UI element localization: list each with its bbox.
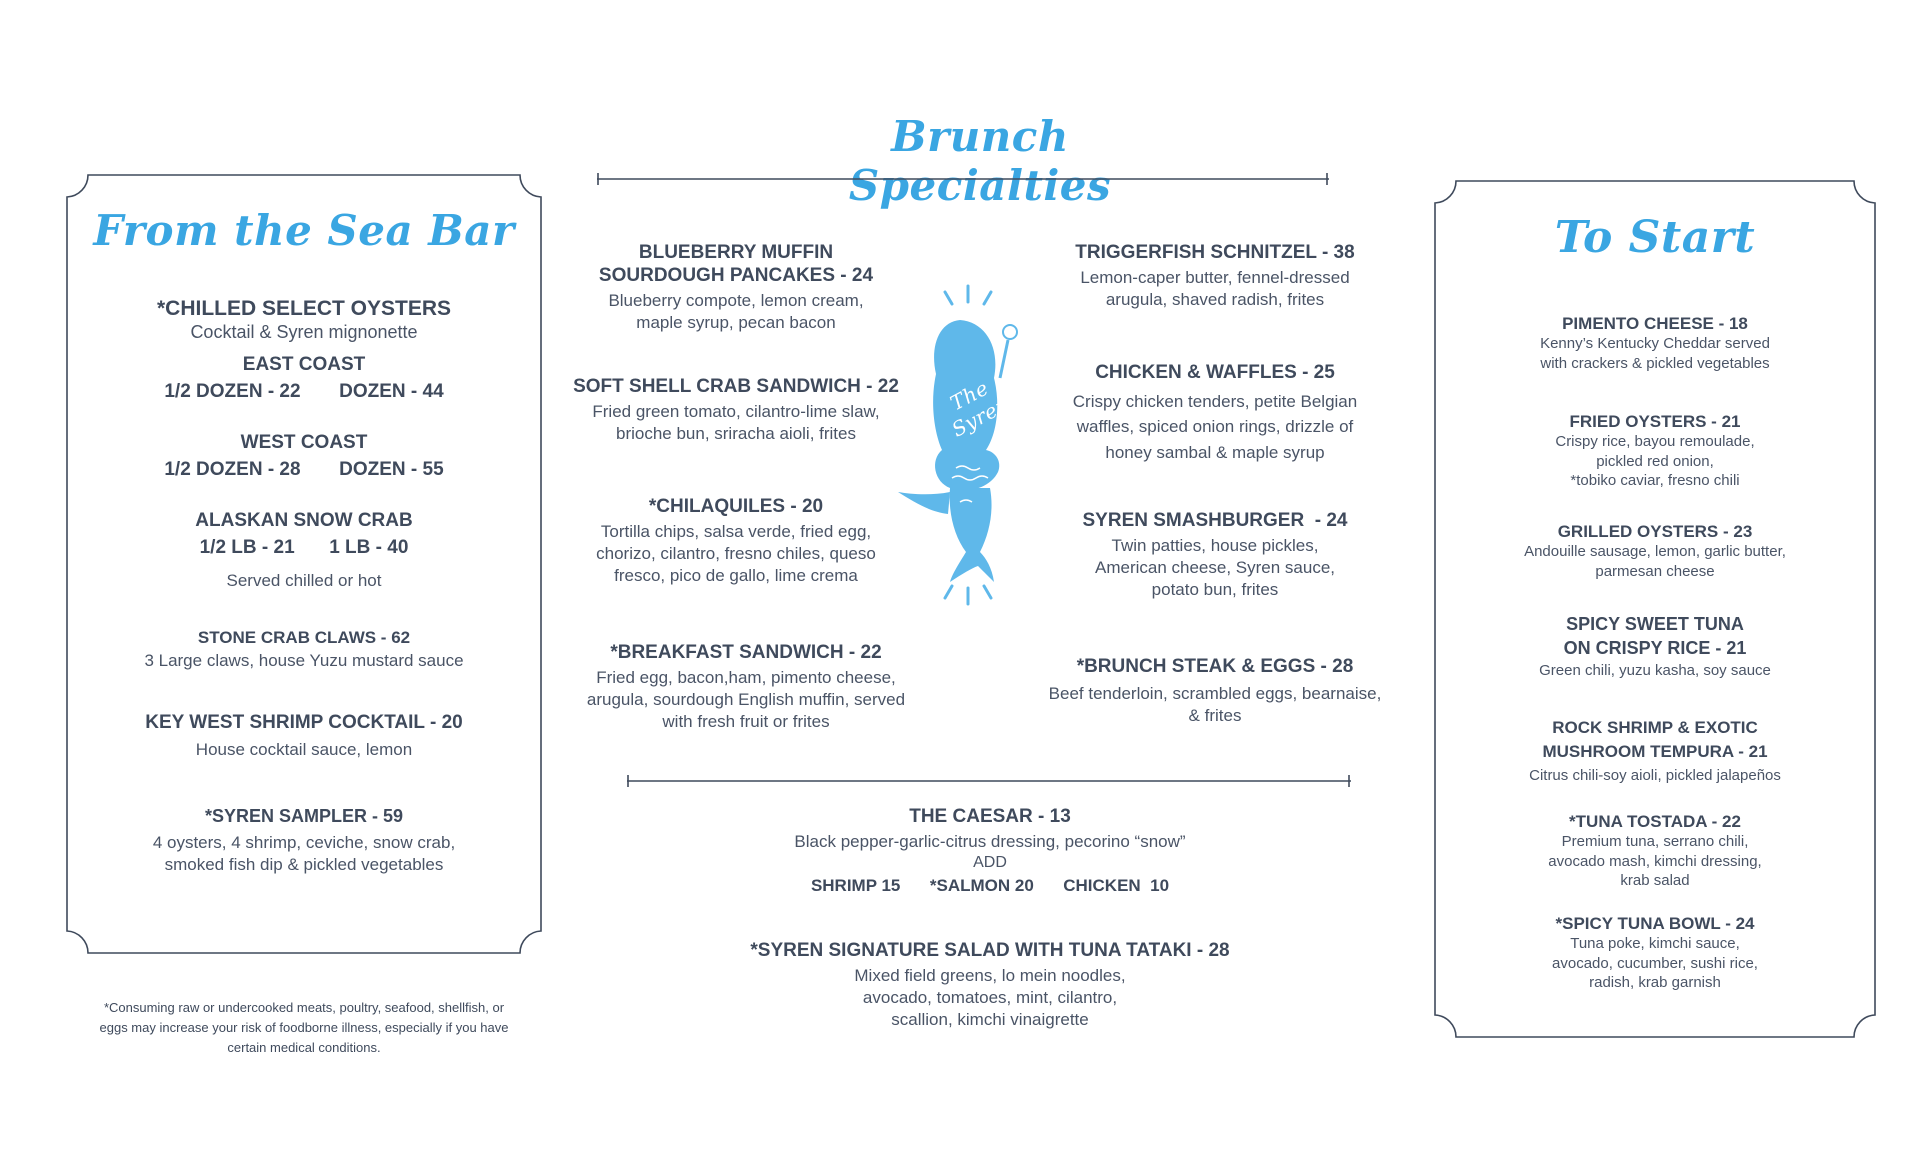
item-desc: Crispy chicken tenders, petite Belgian waffles, spiced onion rings, drizzle of honey sambal & maple syrup <box>1072 391 1358 462</box>
item-name: BLUEBERRY MUFFIN SOURDOUGH PANCAKES - 24 <box>598 242 874 286</box>
item-name: *SYREN SAMPLER - 59 <box>204 806 404 826</box>
logo-text: The Syren <box>946 375 1014 442</box>
item-name: EAST COAST <box>242 354 366 375</box>
item-name: THE CAESAR - 13 <box>909 806 1071 827</box>
menu-item-spicy-tuna <box>1434 612 1876 680</box>
menu-item-east-coast <box>66 354 542 404</box>
item-desc: Tuna poke, kimchi sauce, avocado, cucumber, sushi rice, radish, krab garnish <box>1552 935 1758 992</box>
item-price-row <box>66 381 542 404</box>
half-lb-price: 1/2 LB - 21 <box>199 536 295 558</box>
item-desc: 4 oysters, 4 shrimp, ceviche, snow crab, smoked fish dip & pickled vegetables <box>152 832 456 874</box>
item-name: *SYREN SIGNATURE SALAD WITH TUNA TATAKI - 28 <box>750 940 1230 961</box>
menu-item-west-coast <box>66 432 542 482</box>
item-name: *SPICY TUNA BOWL - 24 <box>1555 914 1755 933</box>
menu-item-sampler <box>66 806 542 876</box>
item-name: TRIGGERFISH SCHNITZEL - 38 <box>1075 242 1355 263</box>
item-name: SOFT SHELL CRAB SANDWICH - 22 <box>573 376 899 397</box>
item-desc: Andouille sausage, lemon, garlic butter, parmesan cheese <box>1524 543 1786 580</box>
menu-item-smashburger <box>1040 510 1390 601</box>
item-name: PIMENTO CHEESE - 18 <box>1562 314 1748 333</box>
add-chicken: CHICKEN 10 <box>1063 875 1170 895</box>
item-desc: Twin patties, house pickles, American cheese, Syren sauce, potato bun, frites <box>1094 535 1335 599</box>
item-price-row <box>66 459 542 482</box>
item-desc: Cocktail & Syren mignonette <box>190 322 418 343</box>
item-desc: Green chili, yuzu kasha, soy sauce <box>1539 661 1771 679</box>
item-desc: Citrus chili-soy aioli, pickled jalapeños <box>1529 766 1781 784</box>
item-name: GRILLED OYSTERS - 23 <box>1557 522 1753 541</box>
menu-item-pancakes <box>566 242 906 334</box>
menu-item-schnitzel <box>1040 242 1390 311</box>
item-desc: Kenny’s Kentucky Cheddar served with crackers & pickled vegetables <box>1540 335 1770 372</box>
menu-item-tempura <box>1434 716 1876 785</box>
menu-item-snow-crab <box>66 510 542 592</box>
menu-item-steak-eggs <box>1030 656 1400 727</box>
item-desc: Crispy rice, bayou remoulade, pickled red onion, *tobiko caviar, fresno chili <box>1555 433 1755 490</box>
dozen-price: DOZEN - 55 <box>339 458 444 480</box>
half-dozen-price: 1/2 DOZEN - 28 <box>164 458 301 480</box>
add-ons-row <box>700 876 1280 896</box>
item-desc: Premium tuna, serrano chili, avocado mash, kimchi dressing, krab salad <box>1548 833 1762 890</box>
to-start-heading: To Start <box>1554 212 1756 263</box>
add-salmon: *SALMON 20 <box>929 875 1034 895</box>
item-desc: Fried green tomato, cilantro-lime slaw, brioche bun, sriracha aioli, frites <box>592 401 880 443</box>
item-name: *BREAKFAST SANDWICH - 22 <box>610 642 882 663</box>
item-desc: 3 Large claws, house Yuzu mustard sauce <box>144 651 464 671</box>
item-name: *CHILAQUILES - 20 <box>648 496 824 517</box>
page-title: Brunch Specialties <box>848 112 1112 210</box>
to-start-frame <box>1434 180 1876 1038</box>
syren-mermaid-logo <box>890 282 1040 608</box>
item-desc: Beef tenderloin, scrambled eggs, bearnaise, & frites <box>1048 683 1382 725</box>
item-name: CHICKEN & WAFFLES - 25 <box>1095 362 1335 383</box>
item-name: *CHILLED SELECT OYSTERS <box>156 297 452 320</box>
item-name: *TUNA TOSTADA - 22 <box>1569 812 1741 831</box>
item-name: STONE CRAB CLAWS - 62 <box>197 628 411 647</box>
item-name: WEST COAST <box>240 432 368 453</box>
menu-item-chilaquiles <box>566 496 906 587</box>
full-lb-price: 1 LB - 40 <box>329 536 409 558</box>
disclaimer: *Consuming raw or undercooked meats, poultry, seafood, shellfish, or eggs may increase your risk of foodborne illness, especially if you have certain medical conditions. <box>99 1000 509 1056</box>
menu-item-oysters <box>66 296 542 345</box>
item-desc: Fried egg, bacon,ham, pimento cheese, arugula, sourdough English muffin, served with fresh fruit or frites <box>586 667 906 731</box>
item-name: SPICY SWEET TUNA ON CRISPY RICE - 21 <box>1563 614 1747 659</box>
item-desc: Blueberry compote, lemon cream, maple syrup, pecan bacon <box>608 290 864 332</box>
item-desc: Black pepper-garlic-citrus dressing, pecorino “snow” <box>794 831 1186 851</box>
menu-item-crab-sandwich <box>561 376 911 445</box>
item-desc: Served chilled or hot <box>226 570 382 590</box>
dozen-price: DOZEN - 44 <box>339 380 444 402</box>
menu-item-stone-crab <box>66 628 542 672</box>
menu-item-fried-oysters <box>1434 412 1876 491</box>
item-desc: Tortilla chips, salsa verde, fried egg, chorizo, cilantro, fresno chiles, queso fresco, pico de gallo, lime crema <box>596 521 876 585</box>
item-name: ALASKAN SNOW CRAB <box>195 510 413 531</box>
menu-item-tostada <box>1434 812 1876 891</box>
menu-item-shrimp-cocktail <box>66 712 542 761</box>
item-name: SYREN SMASHBURGER - 24 <box>1082 510 1348 531</box>
menu-item-signature-salad <box>690 940 1290 1031</box>
menu-item-caesar <box>700 806 1280 896</box>
add-shrimp: SHRIMP 15 <box>810 875 901 895</box>
item-name: FRIED OYSTERS - 21 <box>1569 412 1741 431</box>
item-name: ROCK SHRIMP & EXOTIC MUSHROOM TEMPURA - 21 <box>1542 718 1768 761</box>
item-desc: House cocktail sauce, lemon <box>195 739 413 759</box>
item-desc: Lemon-caper butter, fennel-dressed arugula, shaved radish, frites <box>1080 267 1350 309</box>
item-price-row <box>66 537 542 560</box>
menu-item-chicken-waffles <box>1040 362 1390 465</box>
item-name: *BRUNCH STEAK & EGGS - 28 <box>1076 656 1354 677</box>
sea-bar-heading: From the Sea Bar <box>93 206 515 255</box>
add-label: ADD <box>973 853 1007 871</box>
item-desc: Mixed field greens, lo mein noodles, avocado, tomatoes, mint, cilantro, scallion, kimchi vinaigrette <box>854 965 1126 1029</box>
menu-item-tuna-bowl <box>1434 914 1876 993</box>
title-rule <box>596 172 1330 186</box>
menu-item-breakfast-sandwich <box>566 642 926 733</box>
menu-item-pimento <box>1434 314 1876 373</box>
half-dozen-price: 1/2 DOZEN - 22 <box>164 380 301 402</box>
salad-rule <box>626 774 1352 788</box>
item-name: KEY WEST SHRIMP COCKTAIL - 20 <box>145 712 463 733</box>
menu-item-grilled-oysters <box>1434 522 1876 581</box>
